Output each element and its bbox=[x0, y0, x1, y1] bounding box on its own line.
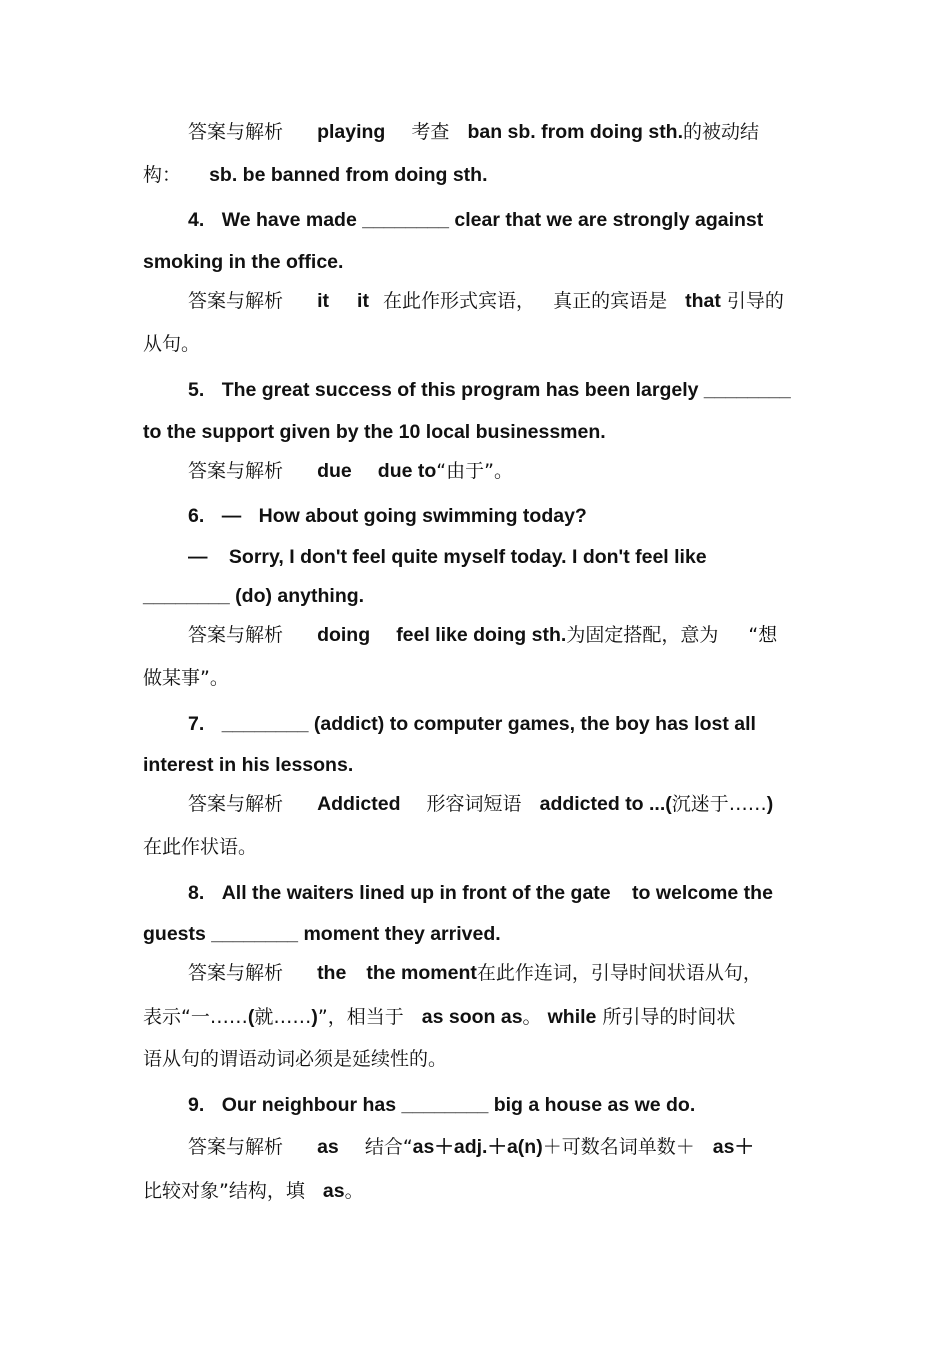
question-line bbox=[0, 749, 950, 781]
question-text: How about going swimming today? bbox=[258, 505, 587, 527]
explanation-text: ”，相当于 bbox=[317, 1006, 404, 1028]
punctuation: ) bbox=[766, 793, 774, 815]
question-line bbox=[0, 374, 950, 406]
question-line bbox=[0, 416, 950, 448]
answer-line bbox=[0, 1131, 950, 1163]
dash: — bbox=[221, 505, 242, 527]
question-line bbox=[0, 877, 950, 909]
phrase: addicted to ...( bbox=[539, 793, 672, 815]
answer-word: playing bbox=[317, 121, 386, 143]
explanation-text: 所引导的时间状 bbox=[602, 1006, 736, 1028]
question-number: 7. bbox=[188, 713, 205, 735]
explanation-text: 形容词短语 bbox=[426, 793, 522, 815]
answer-label: 答案与解析 bbox=[188, 1136, 284, 1158]
phrase: while bbox=[547, 1006, 597, 1028]
question-line bbox=[0, 708, 950, 740]
phrase: as＋ bbox=[712, 1136, 754, 1158]
answer-line bbox=[0, 455, 950, 487]
answer-line bbox=[0, 116, 950, 148]
answer-line bbox=[0, 159, 950, 191]
explanation-text: 比较对象”结构，填 bbox=[143, 1180, 305, 1202]
question-text: The great success of this program has been largely ________ bbox=[221, 379, 791, 401]
explanation-text: 真正的宾语是 bbox=[553, 290, 668, 312]
question-text: All the waiters lined up in front of the gate bbox=[221, 882, 611, 904]
explanation-text: 在此作连词，引导时间状语从句， bbox=[476, 962, 762, 984]
phrase: it bbox=[357, 290, 369, 312]
phrase: the moment bbox=[366, 962, 477, 984]
explanation-text: 表示“一…… bbox=[143, 1006, 248, 1028]
answer-word: as bbox=[322, 1180, 345, 1202]
phrase: feel like doing sth. bbox=[396, 624, 567, 646]
explanation-text: 的被动结 bbox=[683, 121, 760, 143]
phrase: as soon as bbox=[421, 1006, 523, 1028]
question-line bbox=[0, 918, 950, 950]
explanation-text: 考查 bbox=[411, 121, 450, 143]
punctuation: ( bbox=[247, 1006, 255, 1028]
answer-label: 答案与解析 bbox=[188, 460, 284, 482]
explanation-text: 在此作形式宾语， bbox=[383, 290, 536, 312]
answer-line bbox=[0, 957, 950, 989]
phrase: as＋adj.＋a(n) bbox=[412, 1136, 543, 1158]
answer-word: doing bbox=[317, 624, 371, 646]
explanation-text: 沉迷于…… bbox=[671, 793, 767, 815]
punctuation: 。 bbox=[522, 1006, 542, 1028]
answer-word: the bbox=[317, 962, 347, 984]
answer-line bbox=[0, 1001, 950, 1033]
question-text: ________ (do) anything. bbox=[143, 585, 365, 607]
punctuation: ) bbox=[311, 1006, 318, 1028]
explanation-text: “由于”。 bbox=[436, 460, 513, 482]
explanation-text: 为固定搭配，意为 bbox=[566, 624, 719, 646]
explanation-text: “想 bbox=[748, 624, 778, 646]
answer-word: as bbox=[317, 1136, 339, 1158]
answer-line bbox=[0, 788, 950, 820]
answer-label: 答案与解析 bbox=[188, 624, 284, 646]
question-number: 8. bbox=[188, 882, 205, 904]
explanation-text: 语从句的谓语动词必须是延续性的。 bbox=[143, 1048, 448, 1070]
answer-label: 答案与解析 bbox=[188, 793, 284, 815]
question-number: 9. bbox=[188, 1094, 205, 1116]
question-text: to welcome the bbox=[632, 882, 773, 904]
explanation-text: 从句。 bbox=[143, 333, 201, 355]
question-number: 6. bbox=[188, 505, 205, 527]
question-text: Our neighbour has ________ big a house as we do. bbox=[221, 1094, 696, 1116]
answer-line bbox=[0, 1043, 950, 1075]
explanation-text: 在此作状语。 bbox=[143, 836, 258, 858]
question-line bbox=[0, 541, 950, 573]
phrase: that bbox=[685, 290, 721, 312]
answer-label: 答案与解析 bbox=[188, 290, 284, 312]
question-text: smoking in the office. bbox=[143, 251, 344, 273]
answer-label: 答案与解析 bbox=[188, 962, 284, 984]
answer-line bbox=[0, 1175, 950, 1207]
punctuation: 。 bbox=[344, 1180, 364, 1202]
question-text: Sorry, I don't feel quite myself today. I don't feel like bbox=[228, 546, 707, 568]
answer-word: due bbox=[317, 460, 352, 482]
explanation-text: 结合“ bbox=[364, 1136, 413, 1158]
answer-label: 答案与解析 bbox=[188, 121, 284, 143]
explanation-text: 就…… bbox=[254, 1006, 312, 1028]
explanation-text: 做某事”。 bbox=[143, 667, 229, 689]
answer-word: Addicted bbox=[317, 793, 401, 815]
answer-line bbox=[0, 619, 950, 651]
answer-word: it bbox=[317, 290, 329, 312]
phrase: due to bbox=[377, 460, 437, 482]
explanation-text: ＋可数名词单数＋ bbox=[542, 1136, 695, 1158]
answer-line bbox=[0, 662, 950, 694]
phrase: ban sb. from doing sth. bbox=[467, 121, 684, 143]
answer-line bbox=[0, 285, 950, 317]
question-line bbox=[0, 1089, 950, 1121]
question-text: guests ________ moment they arrived. bbox=[143, 923, 501, 945]
phrase: sb. be banned from doing sth bbox=[209, 164, 483, 186]
punctuation: . bbox=[482, 164, 488, 186]
question-line bbox=[0, 246, 950, 278]
question-line bbox=[0, 204, 950, 236]
question-text: We have made ________ clear that we are strongly against bbox=[221, 209, 764, 231]
question-text: ________ (addict) to computer games, the boy has lost all bbox=[221, 713, 756, 735]
question-line bbox=[0, 500, 950, 532]
question-number: 4. bbox=[188, 209, 205, 231]
question-text: to the support given by the 10 local businessmen. bbox=[143, 421, 606, 443]
explanation-text: 构： bbox=[143, 164, 182, 186]
answer-line bbox=[0, 831, 950, 863]
question-text: interest in his lessons. bbox=[143, 754, 354, 776]
question-number: 5. bbox=[188, 379, 205, 401]
question-line bbox=[0, 580, 950, 612]
explanation-text: 引导的 bbox=[726, 290, 784, 312]
dash: — bbox=[188, 546, 208, 568]
answer-line bbox=[0, 328, 950, 360]
